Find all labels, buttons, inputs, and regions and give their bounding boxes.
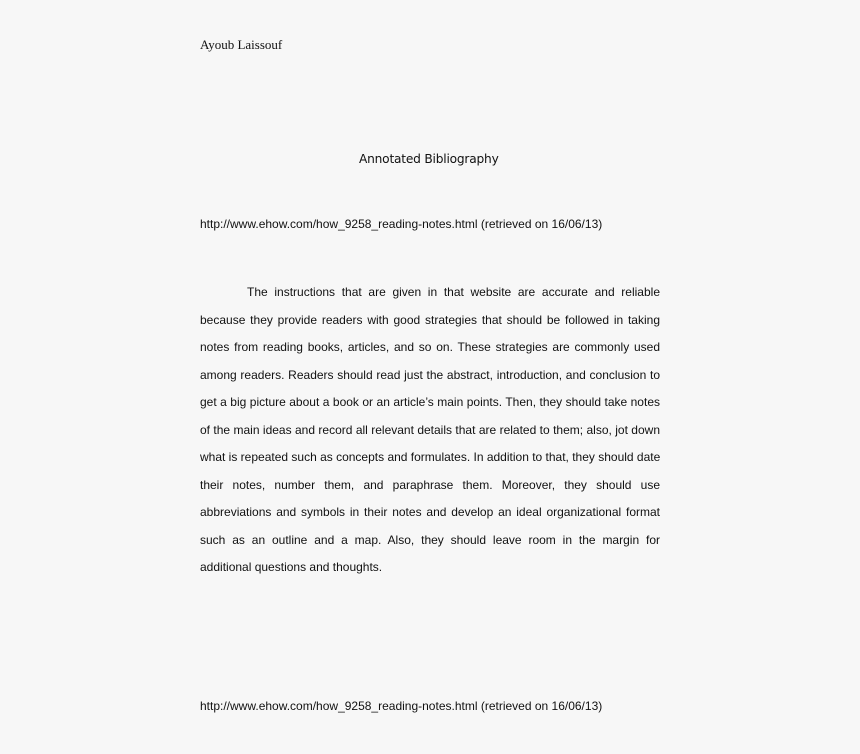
citation-2: http://www.ehow.com/how_9258_reading-notes.html (retrieved on 16/06/13) bbox=[200, 699, 603, 713]
annotation-paragraph bbox=[200, 284, 660, 587]
annotation-line: additional questions and thoughts. bbox=[200, 560, 383, 574]
annotation-line: notes from reading books, articles, and so on. These strategies are commonly used bbox=[200, 340, 660, 354]
annotation-line: among readers. Readers should read just the abstract, introduction, and conclusion to bbox=[200, 367, 660, 382]
citation-1: http://www.ehow.com/how_9258_reading-notes.html (retrieved on 16/06/13) bbox=[200, 217, 603, 231]
annotation-line: such as an outline and a map. Also, they should leave room in the margin for bbox=[200, 532, 660, 547]
annotation-line: abbreviations and symbols in their notes and develop an ideal organizational format bbox=[200, 505, 660, 519]
annotation-line: what is repeated such as concepts and formulates. In addition to that, they should date bbox=[200, 450, 661, 464]
document-title: Annotated Bibliography bbox=[359, 152, 499, 166]
annotation-line: of the main ideas and record all relevant details that are related to them; also, jot down bbox=[200, 422, 660, 437]
annotation-line: get a big picture about a book or an article’s main points. Then, they should take notes bbox=[200, 395, 660, 409]
annotation-line: because they provide readers with good strategies that should be followed in taking bbox=[200, 312, 660, 327]
author-name: Ayoub Laissouf bbox=[200, 37, 283, 52]
annotation-line: their notes, number them, and paraphrase them. Moreover, they should use bbox=[200, 477, 660, 492]
annotation-line: The instructions that are given in that website are accurate and reliable bbox=[247, 285, 660, 299]
